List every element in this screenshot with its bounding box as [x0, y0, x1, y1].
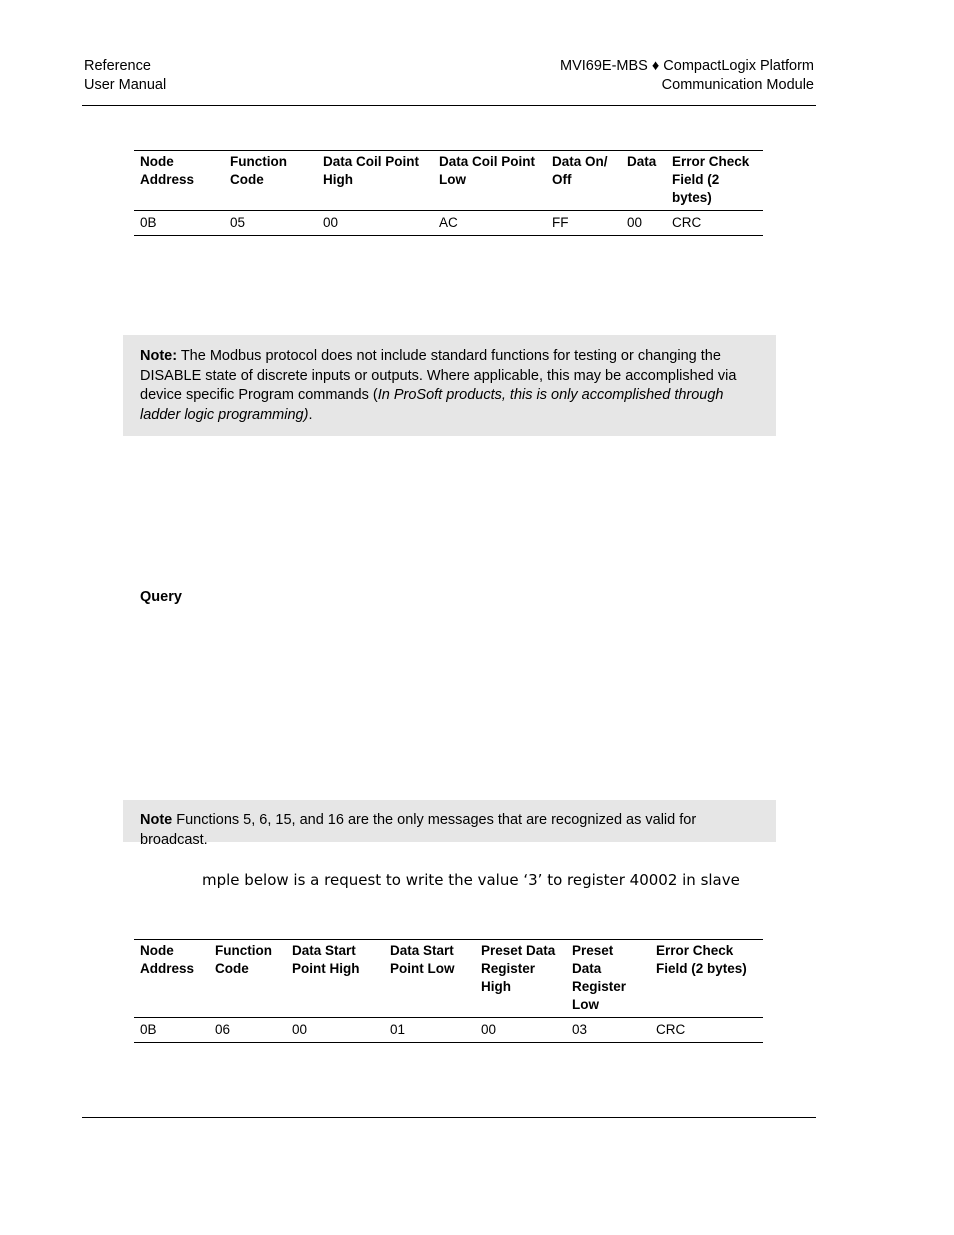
col-header-data: Data — [621, 151, 666, 211]
note-text: Functions 5, 6, 15, and 16 are the only messages that are recognized as valid for broadcast. — [140, 812, 697, 848]
col-header-on-off: Data On/ Off — [546, 151, 621, 211]
footer-divider — [82, 1117, 816, 1118]
col-header-node-address: Node Address — [134, 940, 209, 1018]
note-text: The Modbus protocol does not include standard functions for testing or changing the DISABLE state of discrete inputs or outputs. Where applicable, this may be accomplished via device specific Program commands ( — [140, 348, 737, 403]
table-header-row — [134, 940, 763, 1018]
table-cell: 01 — [384, 1018, 475, 1043]
col-header-error-check: Error Check Field (2 bytes) — [650, 940, 763, 1018]
header-product: MVI69E-MBS ♦ CompactLogix Platform — [560, 58, 814, 74]
col-header-error-check: Error Check Field (2 bytes) — [666, 151, 763, 211]
table-cell: FF — [546, 211, 621, 236]
table-cell: 00 — [475, 1018, 566, 1043]
table-cell: 06 — [209, 1018, 286, 1043]
table-cell: 0B — [134, 211, 224, 236]
col-header-preset-low: Preset Data Register Low — [566, 940, 650, 1018]
table-cell: CRC — [666, 211, 763, 236]
table-cell: 03 — [566, 1018, 650, 1043]
note-italic-text: In ProSoft products, this is only accomplished through ladder logic programming) — [140, 387, 724, 423]
table-cell: 00 — [317, 211, 433, 236]
write-coil-table — [134, 150, 763, 236]
table-cell: 0B — [134, 1018, 209, 1043]
col-header-start-high: Data Start Point High — [286, 940, 384, 1018]
header-left — [84, 57, 166, 95]
col-header-preset-high: Preset Data Register High — [475, 940, 566, 1018]
col-header-function-code: Function Code — [209, 940, 286, 1018]
example-description: mple below is a request to write the value ‘3’ to register 40002 in slave — [202, 871, 740, 889]
header-module: Communication Module — [661, 77, 814, 93]
note-text-end: . — [308, 406, 313, 423]
col-header-coil-high: Data Coil Point High — [317, 151, 433, 211]
header-divider — [82, 105, 816, 106]
col-header-function-code: Function Code — [224, 151, 317, 211]
note-box-disable-state — [123, 335, 776, 436]
query-heading: Query — [140, 589, 182, 605]
table-cell: 00 — [286, 1018, 384, 1043]
header-right — [560, 57, 814, 95]
table-row — [134, 211, 763, 236]
note-box-broadcast — [123, 800, 776, 848]
col-header-coil-low: Data Coil Point Low — [433, 151, 546, 211]
table-header-row — [134, 151, 763, 211]
header-section: Reference — [84, 58, 151, 74]
table-cell: 00 — [621, 211, 666, 236]
table-cell: AC — [433, 211, 546, 236]
header-doc-type: User Manual — [84, 77, 167, 93]
preset-register-table — [134, 939, 763, 1043]
note-label: Note: — [140, 348, 178, 364]
col-header-node-address: Node Address — [134, 151, 224, 211]
note-label: Note — [140, 812, 173, 828]
col-header-start-low: Data Start Point Low — [384, 940, 475, 1018]
table-cell: CRC — [650, 1018, 763, 1043]
table-row — [134, 1018, 763, 1043]
table-cell: 05 — [224, 211, 317, 236]
